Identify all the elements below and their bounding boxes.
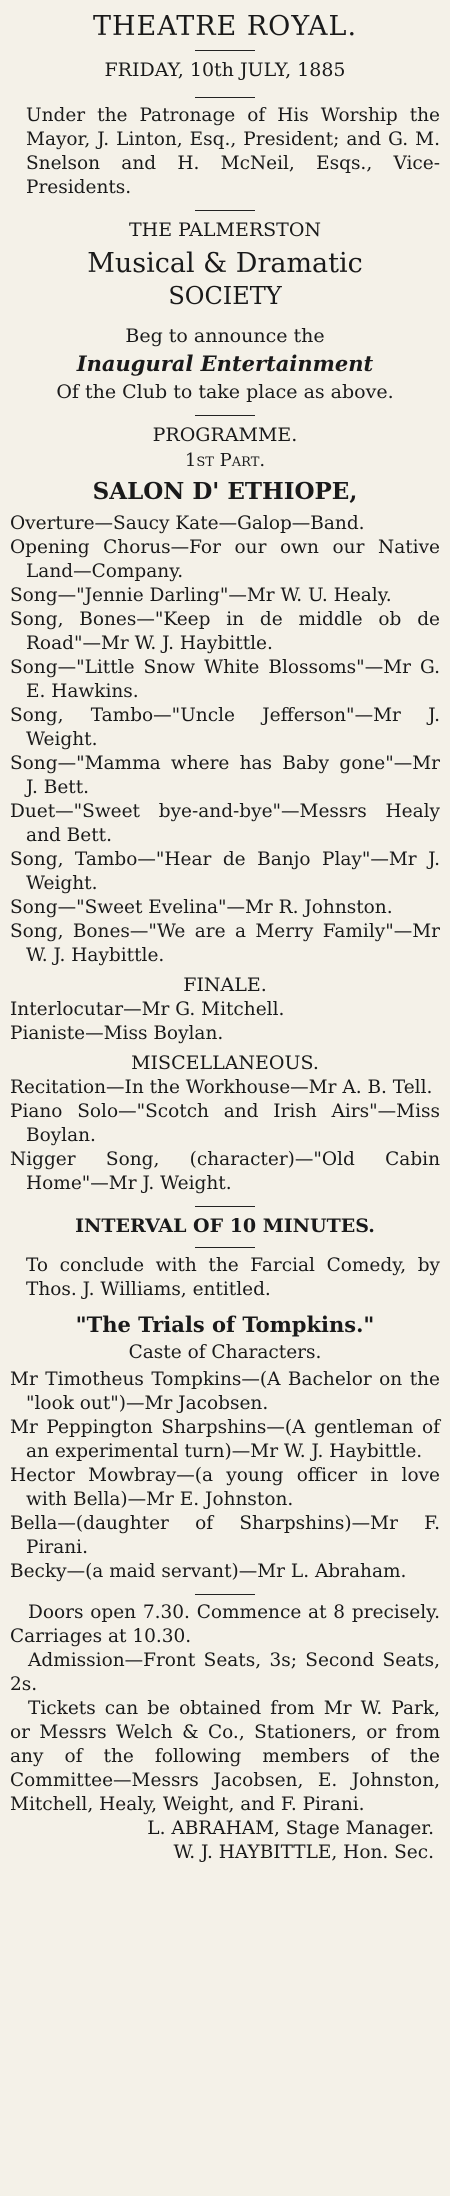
programme-item: Song—"Jennie Darling"—Mr W. U. Healy. bbox=[10, 585, 392, 606]
finale-item: Interlocutar—Mr G. Mitchell. bbox=[10, 999, 285, 1020]
programme-item: Song—"Mamma where has Baby gone"—Mr J. Bett. bbox=[10, 753, 440, 798]
event-date: FRIDAY, 10th JULY, 1885 bbox=[104, 59, 346, 81]
page-title: THEATRE ROYAL. bbox=[92, 11, 358, 42]
misc-item: Piano Solo—"Scotch and Irish Airs"—Miss Boylan. bbox=[10, 1101, 440, 1146]
programme-item: Duet—"Sweet bye-and-bye"—Messrs Healy and Bett. bbox=[10, 801, 440, 846]
divider bbox=[195, 50, 255, 51]
divider bbox=[195, 210, 255, 211]
cast-item: Becky—(a maid servant)—Mr L. Abraham. bbox=[10, 1561, 407, 1582]
society-line-3: SOCIETY bbox=[168, 282, 282, 310]
programme-item: Song, Bones—"Keep in de middle ob de Road"—Mr W. J. Haybittle. bbox=[10, 609, 440, 654]
divider bbox=[195, 1206, 255, 1207]
notice: Admission—Front Seats, 3s; Second Seats, 2s. bbox=[10, 1650, 440, 1695]
programme-item: Overture—Saucy Kate—Galop—Band. bbox=[10, 513, 365, 534]
interval-heading: INTERVAL OF 10 MINUTES. bbox=[75, 1215, 375, 1237]
cast-list bbox=[10, 1368, 440, 1584]
programme-heading: PROGRAMME. bbox=[152, 424, 298, 446]
misc-item: Nigger Song, (character)—"Old Cabin Home"—Mr J. Weight. bbox=[10, 1149, 440, 1194]
divider bbox=[195, 1594, 255, 1595]
announce-line-1: Beg to announce the bbox=[125, 325, 325, 347]
finale-item: Pianiste—Miss Boylan. bbox=[10, 1023, 224, 1044]
signature-line-1: L. ABRAHAM, Stage Manager. bbox=[147, 1818, 434, 1839]
divider bbox=[195, 415, 255, 416]
notice: Doors open 7.30. Commence at 8 precisely. Carriages at 10.30. bbox=[10, 1602, 440, 1647]
programme-item: Song, Bones—"We are a Merry Family"—Mr W. J. Haybittle. bbox=[10, 921, 440, 966]
announce-line-2: Inaugural Entertainment bbox=[76, 351, 374, 376]
announce-line-3: Of the Club to take place as above. bbox=[56, 381, 394, 403]
play-title: "The Trials of Tompkins." bbox=[75, 1312, 375, 1337]
cast-item: Mr Peppington Sharpshins—(A gentleman of an experimental turn)—Mr W. J. Haybittle. bbox=[10, 1417, 440, 1462]
society-line-2: Musical & Dramatic bbox=[87, 248, 363, 279]
signature-line-2: W. J. HAYBITTLE, Hon. Sec. bbox=[173, 1842, 434, 1863]
conclude-text: To conclude with the Farcial Comedy, by Thos. J. Williams, entitled. bbox=[26, 1255, 440, 1300]
cast-item: Bella—(daughter of Sharpshins)—Mr F. Pirani. bbox=[10, 1513, 440, 1558]
finale-heading: FINALE. bbox=[183, 974, 267, 996]
notice: Tickets can be obtained from Mr W. Park, or Messrs Welch & Co., Stationers, or from any of the following members of the Committee—Messrs Jacobsen, E. Johnston, Mitchell, Healy, Weight, and F. Pirani. bbox=[10, 1698, 440, 1815]
programme-item: Song, Tambo—"Hear de Banjo Play"—Mr J. Weight. bbox=[10, 849, 440, 894]
cast-item: Mr Timotheus Tompkins—(A Bachelor on the "look out")—Mr Jacobsen. bbox=[10, 1369, 440, 1414]
misc-item: Recitation—In the Workhouse—Mr A. B. Tell. bbox=[10, 1077, 433, 1098]
programme-list bbox=[10, 512, 440, 968]
section-heading: SALON D' ETHIOPE, bbox=[92, 478, 358, 505]
divider bbox=[195, 1247, 255, 1248]
programme-item: Song—"Little Snow White Blossoms"—Mr G. E. Hawkins. bbox=[10, 657, 440, 702]
misc-heading: MISCELLANEOUS. bbox=[131, 1052, 319, 1074]
patronage-text: Under the Patronage of His Worship the Mayor, J. Linton, Esq., President; and G. M. Snelson and H. McNeil, Esqs., Vice-Presidents. bbox=[26, 105, 440, 198]
society-line-1: THE PALMERSTON bbox=[128, 219, 322, 241]
divider bbox=[195, 97, 255, 98]
part-heading: 1st Part. bbox=[184, 450, 266, 471]
caste-heading: Caste of Characters. bbox=[128, 1342, 322, 1363]
programme-item: Opening Chorus—For our own our Native Land—Company. bbox=[10, 537, 440, 582]
cast-item: Hector Mowbray—(a young officer in love with Bella)—Mr E. Johnston. bbox=[10, 1465, 440, 1510]
programme-item: Song—"Sweet Evelina"—Mr R. Johnston. bbox=[10, 897, 393, 918]
programme-item: Song, Tambo—"Uncle Jefferson"—Mr J. Weight. bbox=[10, 705, 440, 750]
